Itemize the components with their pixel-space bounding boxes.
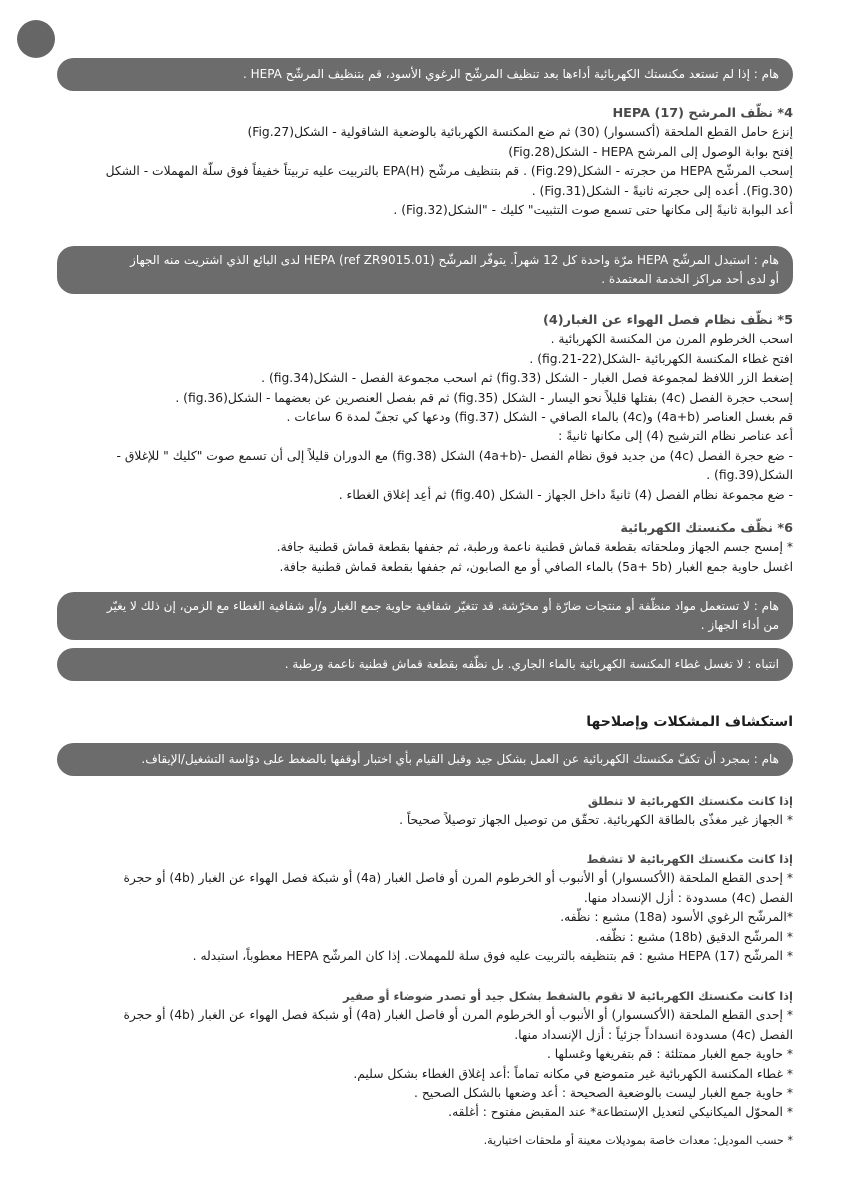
note-text: انتباه : لا تغسل غطاء المكنسة الكهربائية بالماء الجاري. بل نظّفه بقطعة قماش قطنية ناعمة ورطبة . xyxy=(284,657,779,671)
step-line: - ضع حجرة الفصل (4c) من جديد فوق نظام الفصل -(4a+b) الشكل (fig.38) مع الدوران قليلاً إلى أن تسمع صوت "كليك " للإغلاق - xyxy=(116,448,793,463)
step-line: إسحب حجرة الفصل (4c) بفتلها قليلاً نحو اليسار - الشكل (fig.35) ثم قم بفصل العنصرين عن بعضهما - الشكل(fig.36) . xyxy=(175,390,793,405)
note-line: هام : لا تستعمل مواد منظّفة أو منتجات ضارّة أو مخرّشة. قد تتغيّر شفافية حاوية جمع الغبار و/أو شفافية الغطاء مع الزمن، إن ذلك لا يغيّر xyxy=(106,599,779,613)
solution-line: * إحدى القطع الملحقة (الأكسسوار) أو الأنبوب أو الخرطوم المرن أو فاصل الغبار (4a) أو شبكة فصل الهواء عن الغبار (4b) أو حجرة xyxy=(123,871,793,886)
solution-line: * المرشّح (17) HEPA مشبع : قم بتنظيفه بالتربيت عليه فوق سلة للمهملات. إذا كان المرشّح HEPA معطوباً، استبدله . xyxy=(192,949,793,964)
step-line: افتح غطاء المكنسة الكهربائية -الشكل(22-21.fig) . xyxy=(529,351,793,366)
step-line: إسحب المرشّح HEPA من حجرته - الشكل(Fig.29) . قم بتنظيف مرشّح EPA(H) بالتربيت عليه تربيتاً خفيفاً فوق سلّة المهملات - الشكل xyxy=(105,164,793,179)
footnote: * حسب الموديل: معدات خاصة بموديلات معينة أو ملحقات اختيارية. xyxy=(483,1134,793,1147)
step-line: - ضع مجموعة نظام الفصل (4) ثانيةً داخل الجهاز - الشكل (fig.40) ثم أعِد إغلاق الغطاء . xyxy=(338,487,793,502)
solution-line: *المرشّح الرغوي الأسود (18a) مشبع : نظّفه. xyxy=(560,910,793,925)
solution-line: * الجهاز غير مغذّى بالطاقة الكهربائية. تحقّق من توصيل الجهاز توصيلاً صحيحاً . xyxy=(399,813,793,828)
solution-line: * حاوية جمع الغبار ليست بالوضعية الصحيحة : أعد وضعها بالشكل الصحيح . xyxy=(414,1086,793,1101)
step-line: اغسل حاوية جمع الغبار (5a+ 5b) بالماء الصافي أو مع الصابون، ثم جففها بقطعة قماش قطنية جافة. xyxy=(279,559,793,574)
step-line: أعد البوابة ثانيةً إلى مكانها حتى تسمع صوت التثبيت" كليك - "الشكل(Fig.32) . xyxy=(393,203,793,218)
solution-line: الفصل (4c) مسدودة : أزل الإنسداد منها. xyxy=(583,890,793,905)
note-text: هام : بمجرد أن تكفّ مكنستك الكهربائية عن العمل بشكل جيد وقبل القيام بأي اختبار أوقفها بالضغط على دوّاسة التشغيل/الإيقاف. xyxy=(141,752,779,766)
page-corner-dot xyxy=(17,20,55,58)
section-title: 6* نظّف مكنستك الكهربائية xyxy=(620,521,793,536)
step-line: * إمسح جسم الجهاز وملحقاته بقطعة قماش قطنية ناعمة ورطبة، ثم جففها بقطعة قماش قطنية جافة. xyxy=(276,540,793,555)
problem-title: إذا كانت مكنستك الكهربائية لا تنطلق xyxy=(587,794,793,808)
solution-line: * المحوّل الميكانيكي لتعديل الإستطاعة* عند المقبض مفتوح : أغلقه. xyxy=(448,1105,793,1120)
solution-line: الفصل (4c) مسدودة انسداداً جزئياً : أزل الإنسداد منها. xyxy=(514,1027,793,1042)
section-clean-vacuum xyxy=(80,519,793,577)
note-text: هام : إذا لم تستعد مكنستك الكهربائية أداءها بعد تنظيف المرشّح الرغوي الأسود، قم بتنظيف المرشّح HEPA . xyxy=(242,67,779,81)
note-no-water xyxy=(57,648,793,681)
step-line: إضغط الزر اللافظ لمجموعة فصل الغبار - الشكل (fig.33) ثم اسحب مجموعة الفصل - الشكل(fig.34) . xyxy=(261,371,793,386)
trouble-not-starting xyxy=(80,792,793,831)
section-hepa-filter xyxy=(80,104,793,220)
trouble-weak-suction xyxy=(80,987,793,1123)
note-line: هام : استبدل المرشّح HEPA مرّة واحدة كل 12 شهراً. يتوفّر المرشّح (ref ZR9015.01) HEPA لدى البائع الذي اشتريت منه الجهاز xyxy=(130,253,779,267)
problem-title: إذا كانت مكنستك الكهربائية لا تشفط xyxy=(586,852,793,866)
problem-title: إذا كانت مكنستك الكهربائية لا تقوم بالشفط بشكل جيد أو تصدر ضوضاء أو صفير xyxy=(343,989,793,1003)
solution-line: * غطاء المكنسة الكهربائية غير متموضع في مكانه تماماً :أعد إغلاق الغطاء بشكل سليم. xyxy=(353,1066,793,1081)
step-line: (Fig.30). أعده إلى حجرته ثانيةً - الشكل(Fig.31) . xyxy=(531,183,793,198)
section-separator-system xyxy=(80,311,793,505)
note-troubleshooting xyxy=(57,743,793,776)
note-hepa-replace xyxy=(57,246,793,294)
step-line: اسحب الخرطوم المرن من المكنسة الكهربائية . xyxy=(550,332,793,347)
trouble-no-suction xyxy=(80,850,793,966)
step-line: أعد عناصر نظام الترشيح (4) إلى مكانها ثانيةً : xyxy=(558,429,793,444)
section-title: 5* نظّف نظام فصل الهواء عن الغبار(4) xyxy=(543,313,793,328)
troubleshooting-title: استكشاف المشكلات وإصلاحها xyxy=(586,714,793,730)
step-line: قم بغسل العناصر (4a+b) و(4c) بالماء الصافي - الشكل (fig.37) ودعها كي تجفّ لمدة 6 ساعات . xyxy=(286,410,793,425)
note-line: من أداء الجهاز . xyxy=(700,618,779,632)
note-line: أو لدى أحد مراكز الخدمة المعتمدة . xyxy=(601,272,779,286)
solution-line: * حاوية جمع الغبار ممتلئة : قم بتفريغها وغسلها . xyxy=(546,1047,793,1062)
step-line: إفتح بوابة الوصول إلى المرشح HEPA - الشكل(Fig.28) xyxy=(508,144,793,159)
step-line: إنزع حامل القطع الملحقة (أكسسوار) (30) ثم ضع المكنسة الكهربائية بالوضعية الشاقولية - الشكل(Fig.27) xyxy=(247,125,793,140)
section-title: 4* نظّف المرشح (17) HEPA xyxy=(612,106,793,121)
solution-line: * المرشّح الدقيق (18b) مشبع : نظّفه. xyxy=(595,929,793,944)
note-hepa-clean xyxy=(57,58,793,91)
note-chemicals xyxy=(57,592,793,640)
step-line: الشكل(fig.39) . xyxy=(706,468,793,483)
solution-line: * إحدى القطع الملحقة (الأكسسوار) أو الأنبوب أو الخرطوم المرن أو فاصل الغبار (4a) أو شبكة فصل الهواء عن الغبار (4b) أو حجرة xyxy=(123,1008,793,1023)
